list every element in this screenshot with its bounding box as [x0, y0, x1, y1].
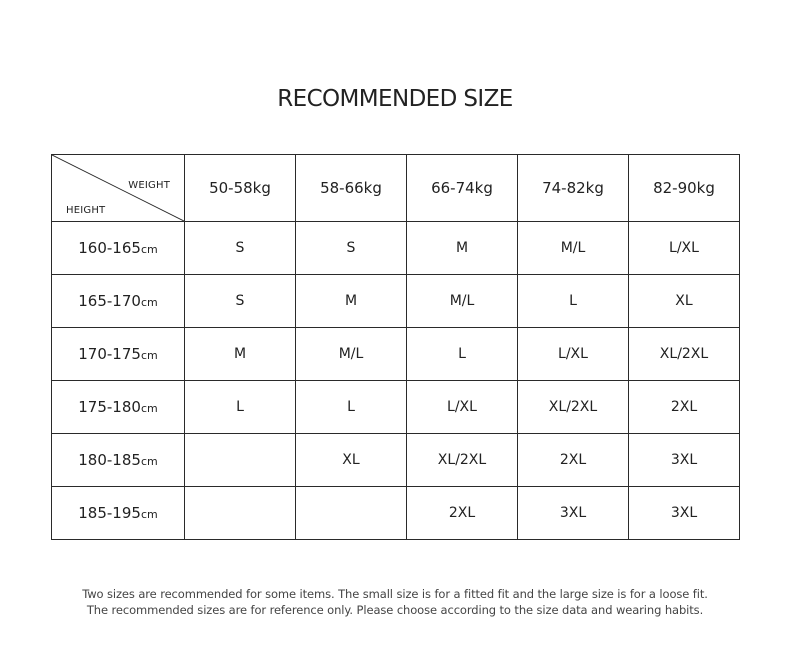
size-cell: M/L — [407, 275, 518, 328]
size-cell: S — [185, 222, 296, 275]
size-cell: XL — [296, 434, 407, 487]
size-cell: M — [185, 328, 296, 381]
size-cell: L/XL — [629, 222, 740, 275]
table-row — [52, 434, 740, 487]
height-unit: cm — [140, 349, 158, 362]
table-header-row — [52, 155, 740, 222]
size-cell: M/L — [518, 222, 629, 275]
size-cell: L — [185, 381, 296, 434]
size-cell: 3XL — [629, 487, 740, 540]
height-range-label: 180-185cm — [52, 434, 185, 487]
size-cell: S — [296, 222, 407, 275]
size-cell: XL — [629, 275, 740, 328]
height-range-label: 175-180cm — [52, 381, 185, 434]
size-cell: 2XL — [518, 434, 629, 487]
weight-header: 58-66kg — [296, 155, 407, 222]
height-axis-label: HEIGHT — [66, 205, 106, 216]
height-unit: cm — [140, 455, 158, 468]
size-notes — [0, 586, 790, 618]
size-cell: L/XL — [407, 381, 518, 434]
height-unit: cm — [140, 243, 158, 256]
size-chart-table — [51, 154, 740, 540]
note-line: The recommended sizes are for reference only. Please choose according to the size data and wearing habits. — [86, 603, 704, 617]
size-cell: M/L — [296, 328, 407, 381]
size-cell: XL/2XL — [518, 381, 629, 434]
size-cell: 2XL — [407, 487, 518, 540]
page-title: RECOMMENDED SIZE — [277, 86, 513, 112]
weight-axis-label: WEIGHT — [128, 180, 170, 191]
weight-header: 82-90kg — [629, 155, 740, 222]
table-row — [52, 275, 740, 328]
size-cell: S — [185, 275, 296, 328]
note-line: Two sizes are recommended for some items. The small size is for a fitted fit and the large size is for a loose fit. — [82, 587, 708, 601]
table-row — [52, 487, 740, 540]
size-cell: 3XL — [629, 434, 740, 487]
size-cell: M — [407, 222, 518, 275]
height-range-label: 160-165cm — [52, 222, 185, 275]
height-unit: cm — [140, 402, 158, 415]
size-cell — [185, 487, 296, 540]
size-cell — [296, 487, 407, 540]
height-unit: cm — [140, 508, 158, 521]
size-cell: 2XL — [629, 381, 740, 434]
size-cell: XL/2XL — [629, 328, 740, 381]
height-range-label: 185-195cm — [52, 487, 185, 540]
size-cell: L/XL — [518, 328, 629, 381]
height-range-label: 165-170cm — [52, 275, 185, 328]
table-row — [52, 328, 740, 381]
size-cell: M — [296, 275, 407, 328]
weight-header: 50-58kg — [185, 155, 296, 222]
corner-cell — [52, 155, 185, 222]
size-cell: 3XL — [518, 487, 629, 540]
height-unit: cm — [140, 296, 158, 309]
height-range-label: 170-175cm — [52, 328, 185, 381]
size-cell: L — [518, 275, 629, 328]
weight-header: 74-82kg — [518, 155, 629, 222]
size-cell — [185, 434, 296, 487]
size-cell: L — [296, 381, 407, 434]
weight-header: 66-74kg — [407, 155, 518, 222]
table-row — [52, 381, 740, 434]
table-row — [52, 222, 740, 275]
size-cell: L — [407, 328, 518, 381]
size-cell: XL/2XL — [407, 434, 518, 487]
